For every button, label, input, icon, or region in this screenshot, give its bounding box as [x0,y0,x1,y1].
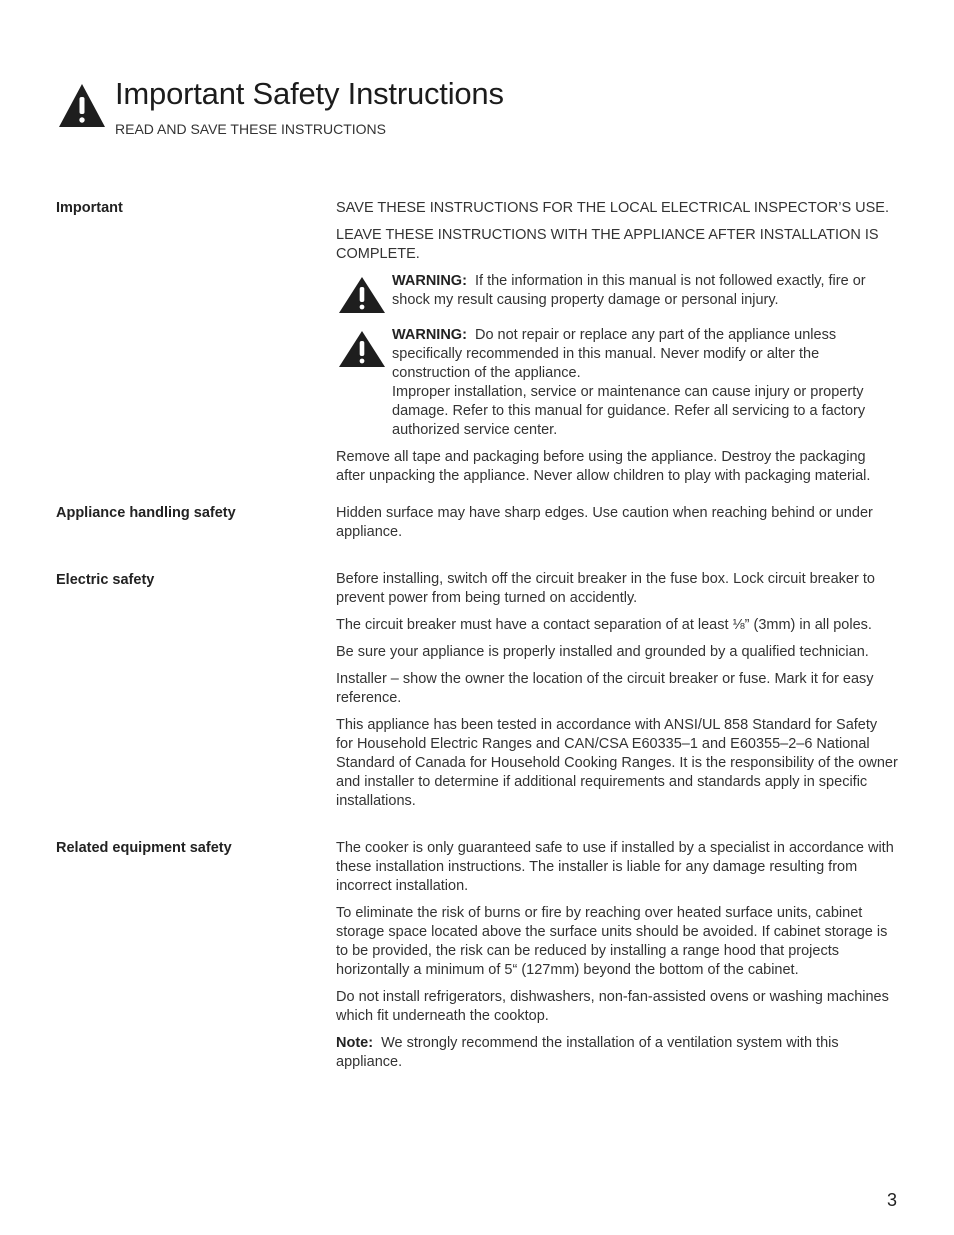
paragraph: Installer – show the owner the location of the circuit breaker or fuse. Mark it for easy reference. [336,671,874,706]
paragraph: Remove all tape and packaging before using the appliance. Destroy the packaging after unpacking the appliance. Never allow children to play with packaging material. [336,449,871,484]
page-number: 3 [886,1190,897,1210]
paragraph: Be sure your appliance is properly installed and grounded by a qualified technician. [336,644,869,660]
section-handling [336,504,898,550]
paragraph: To eliminate the risk of burns or fire by reaching over heated surface units, cabinet storage space located above the surface units should be avoided. If cabinet storage is to be provided, the risk can be reduced by installing a range hood that projects horizontally a minimum of 5“ (127mm) beyond the bottom of the cabinet. [336,905,888,978]
warning-text: If the information in this manual is not followed exactly, fire or shock my result causing property damage or personal injury. [392,273,866,308]
warning-triangle-icon [338,276,386,314]
paragraph: Hidden surface may have sharp edges. Use caution when reaching behind or under appliance. [336,505,873,540]
paragraph: This appliance has been tested in accordance with ANSI/UL 858 Standard for Safety for Household Electric Ranges and CAN/CSA E60335–1 and E60355–2–6 National Standard of Canada for Household Cooking Ranges. It is the responsibility of the owner and installer to determine if additional requirements and standards apply in specific installations. [336,717,898,809]
warning-block [336,326,898,440]
section-important [336,199,898,494]
paragraph: The cooker is only guaranteed safe to use if installed by a specialist in accordance with these installation instructions. The installer is liable for any damage resulting from incorrect installation. [336,840,894,894]
paragraph: SAVE THESE INSTRUCTIONS FOR THE LOCAL ELECTRICAL INSPECTOR’S USE. [336,200,889,216]
section-label-important: Important [56,200,123,216]
warning-triangle-icon [338,330,386,368]
warning-label: WARNING: [392,327,467,343]
warning-text: Improper installation, service or maintenance can cause injury or property damage. Refer to this manual for guidance. Refer all servicing to a factory authorized service center. [392,384,866,438]
warning-block [336,272,898,318]
warning-triangle-icon [58,82,106,128]
warning-label: WARNING: [392,273,467,289]
paragraph: Do not install refrigerators, dishwashers, non-fan-assisted ovens or washing machines which fit underneath the cooktop. [336,989,889,1024]
paragraph: The circuit breaker must have a contact separation of at least ⅛” (3mm) in all poles. [336,617,872,633]
section-label-related: Related equipment safety [56,840,232,856]
page-subtitle: READ AND SAVE THESE INSTRUCTIONS [115,121,386,137]
paragraph: Before installing, switch off the circuit breaker in the fuse box. Lock circuit breaker to prevent power from being turned on accidently. [336,571,875,606]
section-electric [336,570,898,819]
section-label-electric: Electric safety [56,572,155,588]
section-label-handling: Appliance handling safety [56,505,236,521]
warning-text: Do not repair or replace any part of the appliance unless specifically recommended in this manual. Never modify or alter the construction of the appliance. [392,327,837,381]
section-related [336,839,898,1080]
note [336,1034,898,1072]
paragraph: LEAVE THESE INSTRUCTIONS WITH THE APPLIANCE AFTER INSTALLATION IS COMPLETE. [336,227,879,262]
note-text: We strongly recommend the installation of a ventilation system with this appliance. [336,1035,839,1070]
note-label: Note: [336,1035,374,1051]
page-title: Important Safety Instructions [115,76,504,111]
